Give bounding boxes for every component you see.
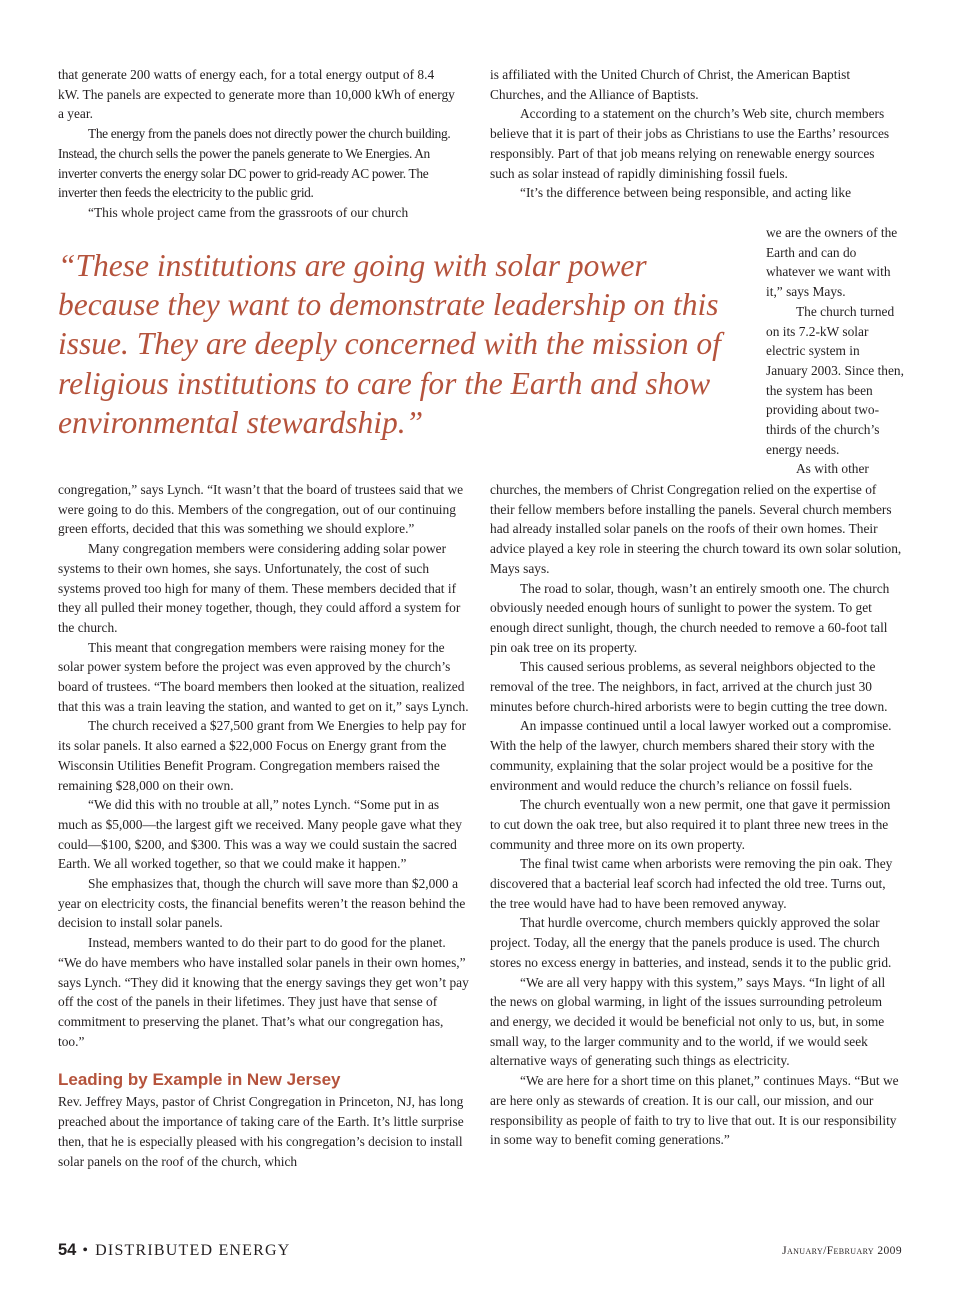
page-footer-left <box>58 1241 291 1260</box>
left-column-bottom <box>58 480 472 1171</box>
paragraph: churches, the members of Christ Congregation relied on the expertise of their fellow members before installing the panels. Several church members had already installed solar panels on the roofs of their own homes. Their advice played a key role in steering the church toward its own solar solution, Mays says. <box>490 482 902 576</box>
publication-name: DISTRIBUTED ENERGY <box>95 1242 291 1259</box>
paragraph: “It’s the difference between being responsible, and acting like <box>520 185 852 201</box>
paragraph: congregation,” says Lynch. “It wasn’t that the board of trustees said that we were going to do this. Members of the congregation, out of our continuing green efforts, decided that this was something we should explore.” <box>58 482 464 537</box>
pull-quote <box>58 246 753 442</box>
pull-quote-text: “These institutions are going with solar power because they want to demonstrate leadership on this issue. They are deeply concerned with the mission of religious institutions to care for the Earth and show environmental stewardship.” <box>58 248 721 440</box>
paragraph: Instead, members wanted to do their part to do good for the planet. “We do have members who have installed solar panels in their own homes,” says Lynch. “They did it knowing that the energy savings they get won’t pay off the cost of the panels in their lifetimes. They just have that sense of commitment to preserving the planet. That’s what our congregation has, too.” <box>58 935 469 1049</box>
paragraph: “We are all very happy with this system,” says Mays. “In light of all the news on global warming, in light of the issues surrounding petroleum and energy, we decided it would be beneficial not only to us, but, in some small way, to the larger community and to the world, if we would seek alternative ways of generating such things as electricity. <box>490 974 886 1069</box>
paragraph: Many congregation members were considering adding solar power systems to their own homes, she says. Unfortunately, the cost of such systems proved too high for many of them. These members decided that if they all pulled their money together, though, they could afford a system for the church. <box>58 541 461 635</box>
right-column-bottom <box>490 480 904 1150</box>
paragraph: This meant that congregation members were raising money for the solar power system before the project was even approved by the church’s board of trustees. “The board members then looked at the situation, realized that this was a train leaving the station, and wanted to get on it,” says Lynch. <box>58 639 469 714</box>
right-column-top <box>490 65 902 203</box>
paragraph: we are the owners of the Earth and can do whatever we want with it,” says Mays. <box>766 225 898 300</box>
paragraph: “We are here for a short time on this planet,” continues Mays. “But we are here only as stewards of creation. It is our call, our mission, and our responsibility as people of faith to try to live that out. It is our responsibility in some way to benefit coming generations.” <box>490 1073 899 1148</box>
right-column-sidebar-wrap <box>766 223 904 479</box>
paragraph: that generate 200 watts of energy each, for a total energy output of 8.4 kW. The panels are expected to generate more than 10,000 kWh of energy a year. <box>58 67 455 122</box>
paragraph: “We did this with no trouble at all,” notes Lynch. “Some put in as much as $5,000—the largest gift we received. Many people gave what they could—$100, $200, and $300. This was a way we could sustain the sacred Earth. We all worked together, so that we could make it happen.” <box>58 797 462 872</box>
left-column-top <box>58 65 458 223</box>
paragraph: The church eventually won a new permit, one that gave it permission to cut down the oak tree, but also required it to plant three new trees in the community and three more on its own property. <box>490 797 891 852</box>
paragraph: As with other <box>796 461 869 477</box>
paragraph: That hurdle overcome, church members quickly approved the solar project. Today, all the energy that the panels produce is used. The church stores no excess energy in batteries, and instead, sends it to the public grid. <box>490 915 892 970</box>
paragraph: According to a statement on the church’s Web site, church members believe that it is part of their jobs as Christians to use the Earths’ resources responsibly. Part of that job means relying on renewable energy sources such as solar instead of rapidly diminishing fossil fuels. <box>490 106 890 181</box>
paragraph: “This whole project came from the grassroots of our church <box>88 204 409 220</box>
issue-date: January/February 2009 <box>782 1245 902 1257</box>
page-number: 54 <box>58 1241 77 1259</box>
paragraph: The church received a $27,500 grant from We Energies to help pay for its solar panels. It also earned a $22,000 Focus on Energy grant from the Wisconsin Utilities Benefit Program. Congregation members raised the remaining $28,000 on their own. <box>58 718 467 793</box>
paragraph: The energy from the panels does not directly power the church building. Instead, the church sells the power the panels generate to We Energies. An inverter converts the energy solar DC power to grid-ready AC power. The inverter then feeds the electricity to the public grid. <box>58 126 451 201</box>
paragraph: Rev. Jeffrey Mays, pastor of Christ Congregation in Princeton, NJ, has long preached about the importance of taking care of the Earth. It’s little surprise then, that he is especially pleased with his congregation’s decision to install solar panels on the roof of the church, which <box>58 1094 464 1169</box>
paragraph: She emphasizes that, though the church will save more than $2,000 a year on electricity costs, the financial benefits weren’t the reason behind the decision to install solar panels. <box>58 876 466 931</box>
footer-bullet: • <box>82 1242 90 1259</box>
paragraph: This caused serious problems, as several neighbors objected to the removal of the tree. The neighbors, in fact, arrived at the church just 30 minutes before church-hired arborists were to begin cutting the tree down. <box>490 659 888 714</box>
section-heading: Leading by Example in New Jersey <box>58 1070 341 1090</box>
paragraph: The final twist came when arborists were removing the pin oak. They discovered that a bacterial leaf scorch had infected the old tree. Turns out, the tree would have had to have been removed anyway. <box>490 856 893 911</box>
paragraph: is affiliated with the United Church of Christ, the American Baptist Churches, and the Alliance of Baptists. <box>490 67 851 102</box>
paragraph: The road to solar, though, wasn’t an entirely smooth one. The church obviously needed enough hours of sunlight to power the system. To get enough direct sunlight, though, the church needed to remove a 60-foot tall pin oak tree on its property. <box>490 580 890 655</box>
paragraph: The church turned on its 7.2-kW solar electric system in January 2003. Since then, the system has been providing about two-thirds of the church’s energy needs. <box>766 303 904 457</box>
paragraph: An impasse continued until a local lawyer worked out a compromise. With the help of the lawyer, church members shared their story with the community, explaining that the solar project would be a positive for the environment and would reduce the church’s reliance on fossil fuels. <box>490 718 892 793</box>
